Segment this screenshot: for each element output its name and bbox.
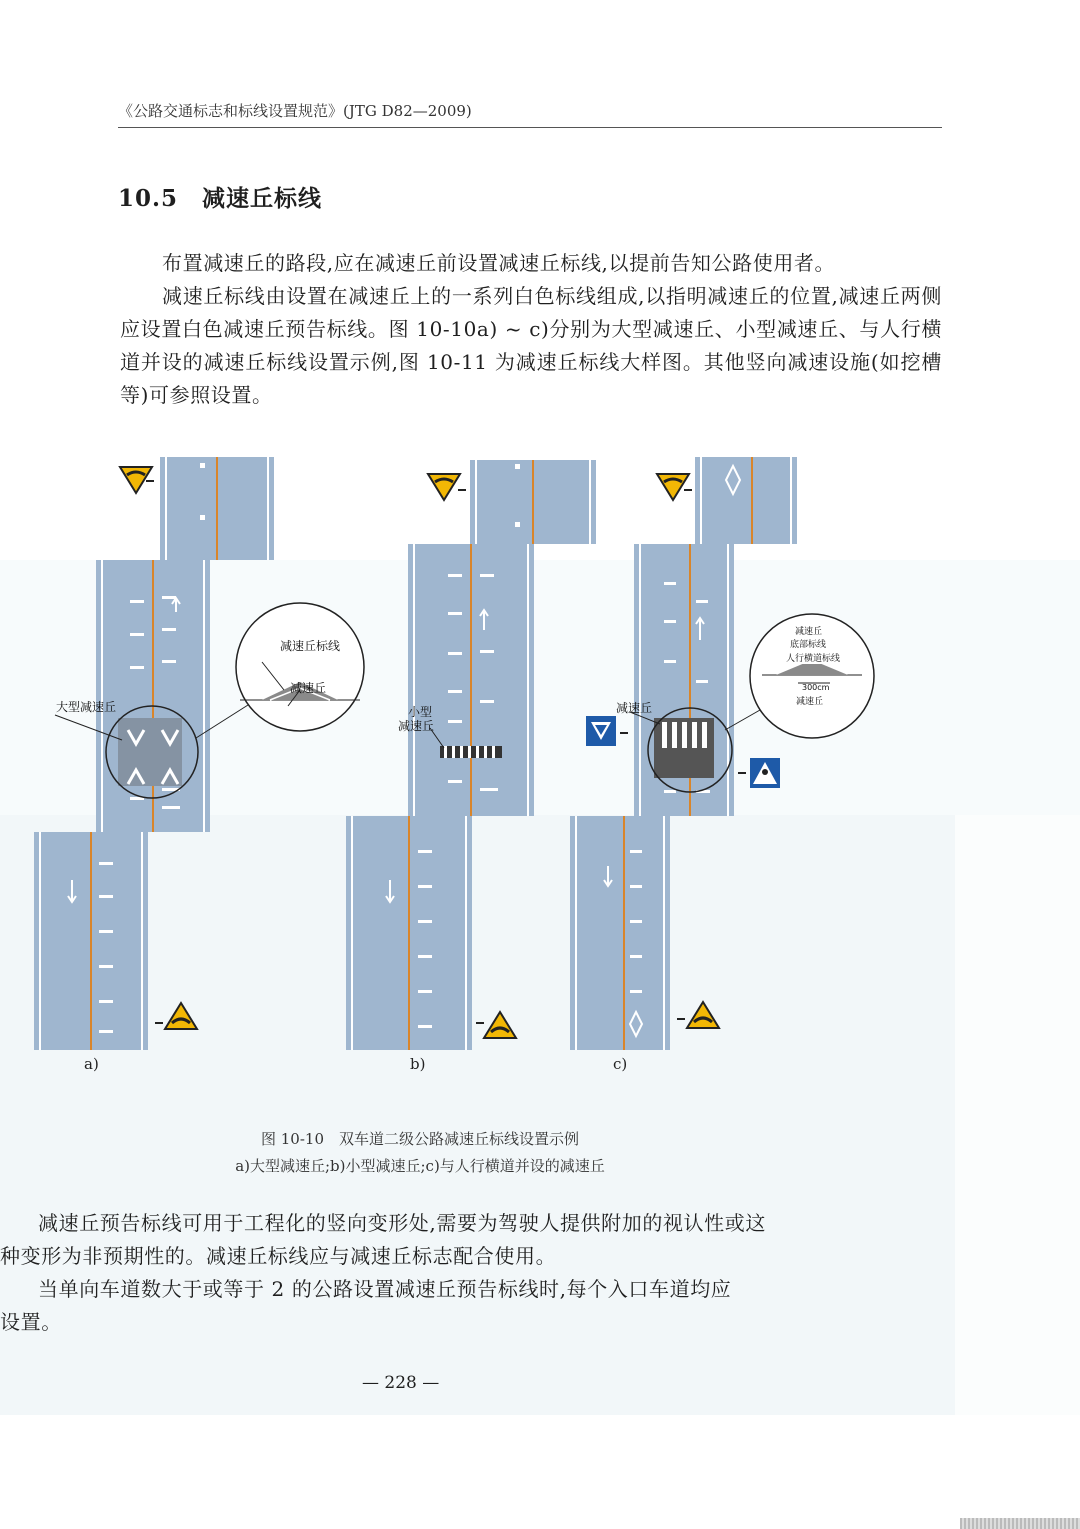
- road-c: [570, 457, 874, 1050]
- label-c-circle-1: 减速丘: [795, 627, 823, 637]
- road-a: [34, 457, 364, 1050]
- figure-caption-subtitle: a)大型减速丘;b)小型减速丘;c)与人行横道并设的减速丘: [235, 1157, 605, 1175]
- label-a-hump: 减速丘: [290, 681, 327, 695]
- subfigure-b-label: b): [410, 1055, 426, 1073]
- label-b-small-2: 减速丘: [398, 719, 435, 733]
- figure-caption-title: 图 10-10 双车道二级公路减速丘标线设置示例: [260, 1130, 579, 1148]
- section-title: 减速丘标线: [202, 185, 323, 212]
- label-c-circle-4: 减速丘: [796, 697, 824, 707]
- label-c-circle-3: 人行横道标线: [786, 654, 841, 664]
- page-number: — 228 —: [362, 1373, 440, 1393]
- label-c-hump: 减速丘: [616, 701, 653, 715]
- subfigure-c-label: c): [613, 1055, 628, 1073]
- section-number: 10.5: [118, 185, 179, 212]
- paragraph-3-line-2: 种变形为非预期性的。减速丘标线应与减速丘标志配合使用。: [0, 1244, 557, 1268]
- paragraph-4-line-1: 当单向车道数大于或等于 2 的公路设置减速丘预告标线时,每个入口车道均应: [38, 1277, 732, 1301]
- paragraph-2: 减速丘标线由设置在减速丘上的一系列白色标线组成,以指明减速丘的位置,减速丘两侧应设置白色减速丘预告标线。图 10-10a) ~ c)分别为大型减速丘、小型减速丘、与人行横道并设的减速丘标线设置示例,图 10-11 为减速丘标线大样图。其他竖向减速设施(如挖槽等)可参照设置。: [120, 284, 942, 407]
- road-b: [346, 460, 596, 1050]
- label-b-small-1: 小型: [408, 705, 433, 719]
- paragraph-1: 布置减速丘的路段,应在减速丘前设置减速丘标线,以提前告知公路使用者。: [162, 251, 836, 275]
- label-c-circle-dim: 300cm: [802, 683, 830, 692]
- scan-artifact-strip: [960, 1518, 1080, 1529]
- paragraph-4: [0, 1273, 820, 1339]
- running-header: 《公路交通标志和标线设置规范》(JTG D82—2009): [118, 102, 472, 120]
- subfigure-a-label: a): [84, 1055, 99, 1073]
- label-a-large-hump: 大型减速丘: [56, 700, 117, 714]
- paragraph-3-line-1: 减速丘预告标线可用于工程化的竖向变形处,需要为驾驶人提供附加的视认性或这: [38, 1211, 766, 1235]
- paragraph-4-line-2: 设置。: [0, 1310, 62, 1334]
- label-c-circle-2: 底部标线: [790, 640, 827, 650]
- label-a-hump-marking: 减速丘标线: [280, 639, 341, 653]
- paragraph-3: [0, 1207, 820, 1273]
